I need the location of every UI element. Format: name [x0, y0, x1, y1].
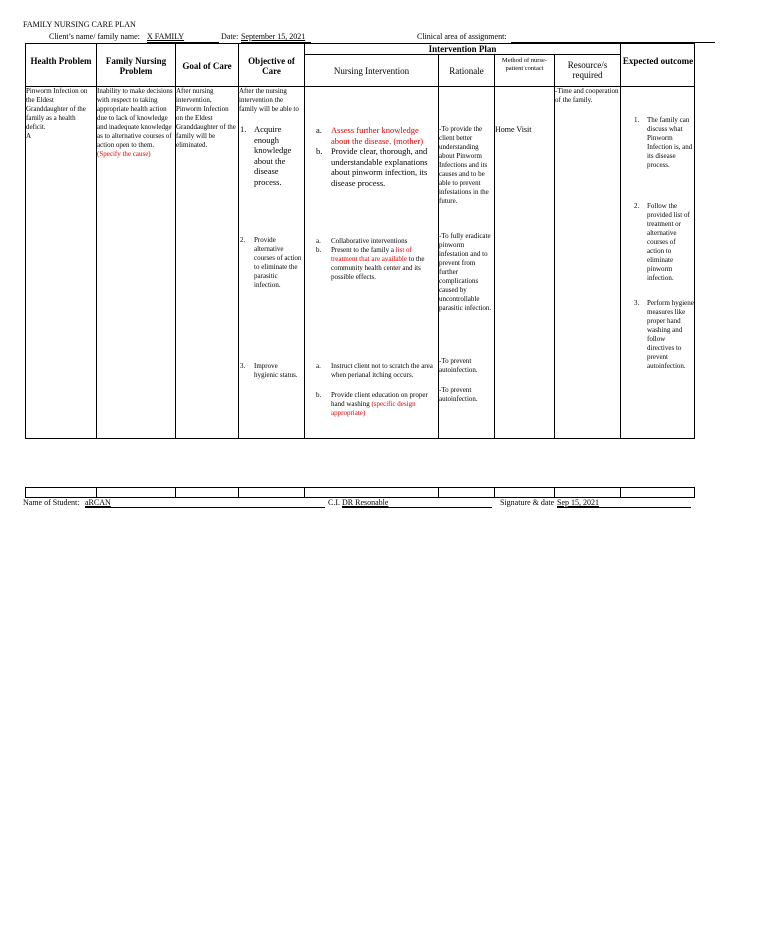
- intervention-2b: b. Present to the family a list of treatment that are available to the community health center and its possible effects.: [316, 246, 425, 281]
- objective-intro: After the nursing intervention the family will be able to: [239, 87, 299, 113]
- objective-1: 1. Acquire enough knowledge about the disease process.: [240, 124, 292, 187]
- ci-label: C.I.: [328, 498, 340, 507]
- sig-value: Sep 15, 2021: [557, 498, 599, 507]
- doc-title: FAMILY NURSING CARE PLAN: [23, 20, 136, 29]
- intervention-1b: b. Provide clear, thorough, and understandable explanations about pinworm infection, its disease process.: [316, 146, 428, 188]
- rationale-1: -To provide the client better understanding about Pinworm Infections and its causes and to be able to prevent infestations in the future.: [439, 125, 489, 205]
- header-expected-outcome: Expected outcome: [622, 56, 694, 66]
- client-label: Client’s name/ family name:: [49, 32, 140, 41]
- outcome-1: 1. The family can discuss what Pinworm Infection is, and its disease process.: [634, 116, 693, 169]
- rationale-2: -To fully eradicate pinworm infestation and to prevent from further complications caused by uncontrollable parasitic infection.: [439, 232, 492, 312]
- student-value: aRCAN: [85, 498, 111, 507]
- goal-text: After nursing intervention, Pinworm Infection on the Eldest Granddaughter of the family will be eliminated.: [176, 87, 236, 149]
- date-value: September 15, 2021: [241, 32, 306, 41]
- family-problem-text: Inability to make decisions with respect to taking appropriate health action due to lack of knowledge and inadequate knowledge as to alternative courses of action open to them. (Specify the cause): [97, 87, 173, 158]
- rationale-3b: -To prevent autoinfection.: [439, 386, 478, 403]
- outcome-2: 2. Follow the provided list of treatment or alternative courses of action to eliminate pinworm infection.: [634, 202, 690, 282]
- family-problem-note: (Specify the cause): [97, 150, 151, 158]
- clinical-label: Clinical area of assignment:: [417, 32, 507, 41]
- sig-label: Signature & date: [500, 498, 555, 507]
- objective-2: 2. Provide alternative courses of action to eliminate the parasitic infection.: [240, 236, 302, 289]
- method-text: Home Visit: [495, 125, 532, 134]
- header-health-problem: Health Problem: [30, 56, 92, 66]
- client-value: X FAMILY: [147, 32, 185, 41]
- ci-value: DR Resonable: [342, 498, 389, 507]
- student-label: Name of Student:: [23, 498, 80, 507]
- intervention-3b: b. Provide client education on proper hand washing (specific design appropriate): [316, 391, 428, 417]
- header-family-nursing-problem: Family Nursing Problem: [105, 56, 167, 76]
- header-rationale: Rationale: [449, 66, 484, 76]
- intervention-3a: a. Instruct client not to scratch the area when perianal itching occurs.: [316, 362, 433, 379]
- rationale-3a: -To prevent autoinfection.: [439, 357, 478, 374]
- date-label: Date:: [221, 32, 239, 41]
- resources-text: -Time and cooperation of the family.: [555, 87, 619, 104]
- outcome-3: 3. Perform hygiene measures like proper hand washing and follow directives to prevent autoinfection.: [634, 299, 694, 370]
- header-objective-of-care: Objective of Care: [248, 56, 295, 76]
- header-nursing-intervention: Nursing Intervention: [333, 66, 410, 76]
- intervention-1a: a. Assess further knowledge about the disease. (mother): [316, 125, 424, 146]
- empty-row: [25, 487, 695, 498]
- header-intervention-plan: Intervention Plan: [428, 44, 497, 54]
- health-problem-text: Pinworm Infection on the Eldest Granddaughter of the family as a health deficit. A: [26, 87, 88, 140]
- header-method-contact: Method of nurse-patient contact: [501, 57, 548, 72]
- header-resources: Resource/s required: [567, 60, 608, 80]
- header-goal-of-care: Goal of Care: [182, 61, 232, 71]
- intervention-2a: a. Collaborative interventions: [316, 237, 408, 245]
- objective-3: 3. Improve hygienic status.: [240, 362, 298, 379]
